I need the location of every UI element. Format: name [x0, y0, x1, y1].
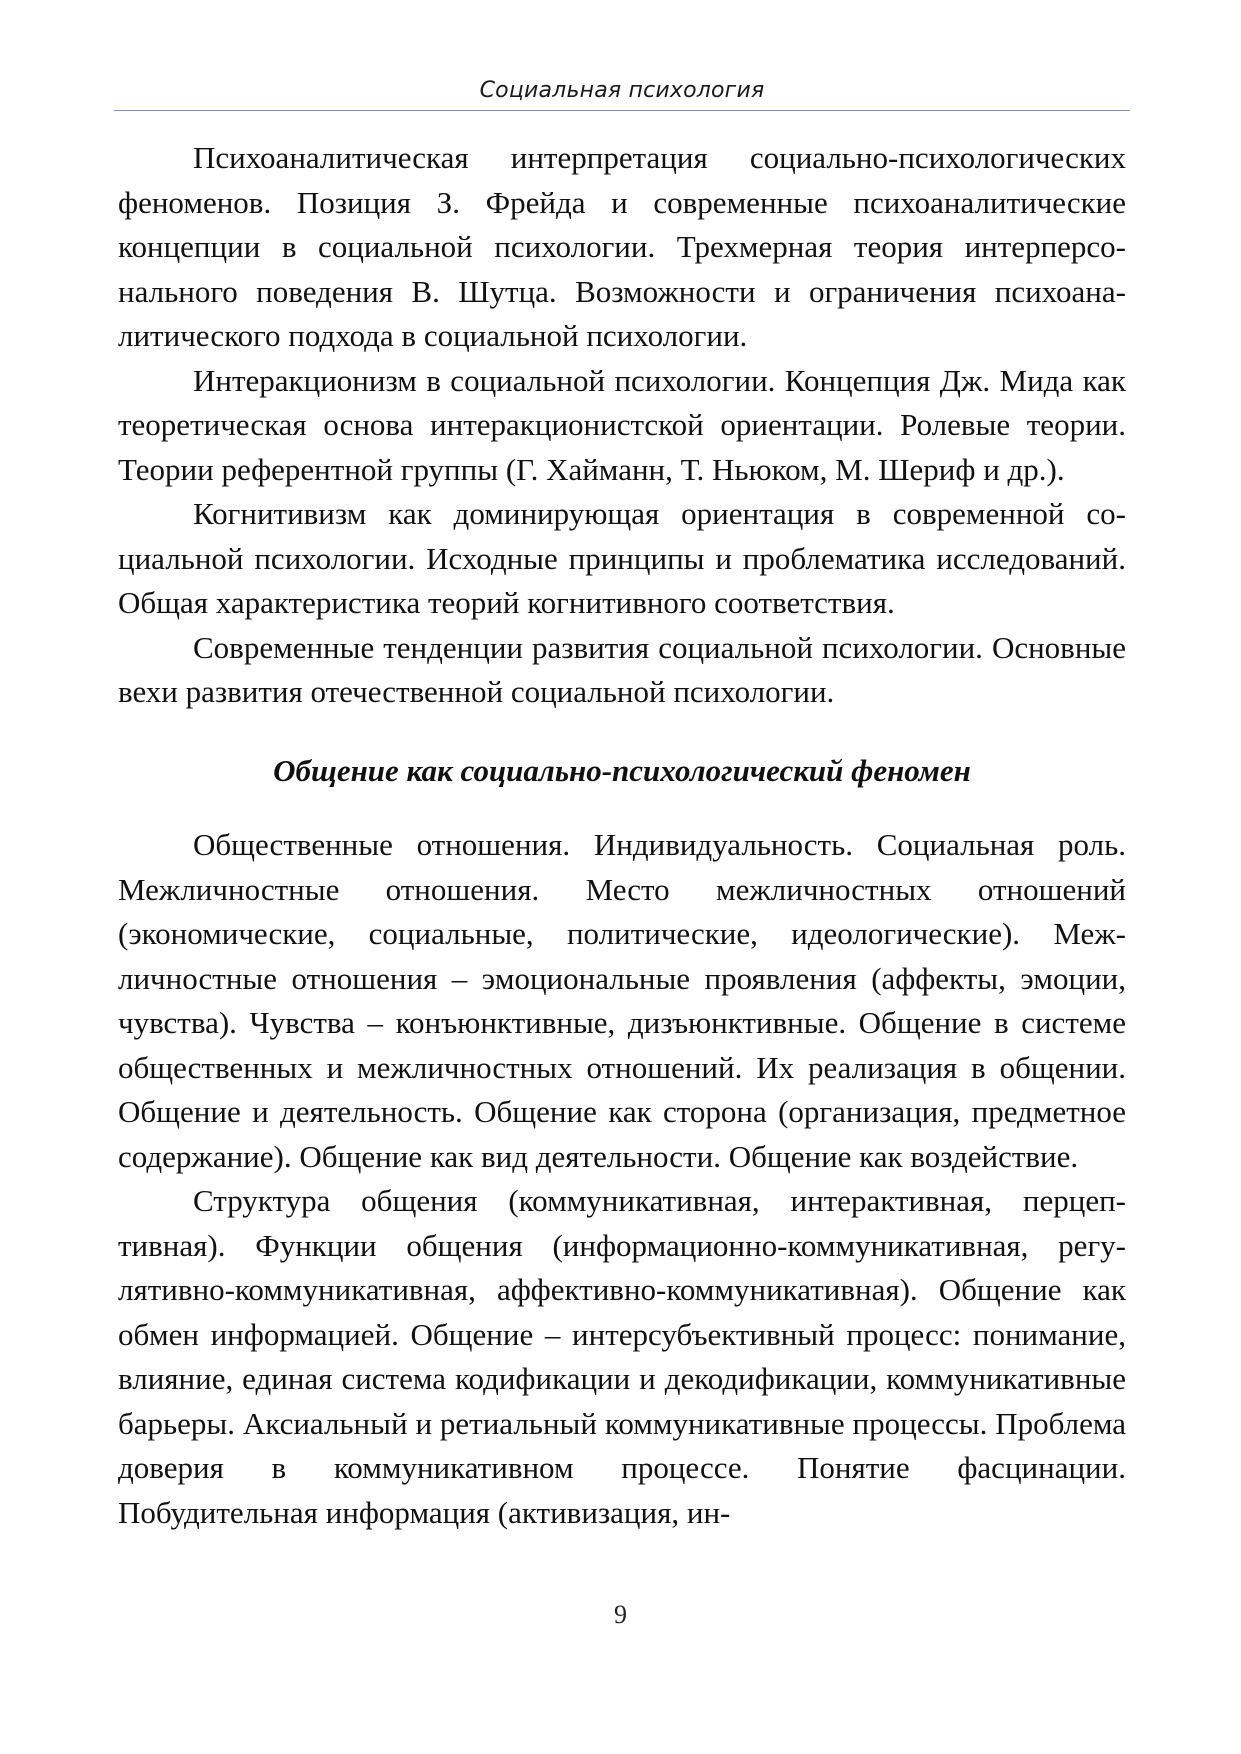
page-number: 9: [614, 1600, 627, 1629]
body-text: [118, 136, 1126, 1535]
header-divider: [114, 110, 1130, 111]
section-heading: Общение как социально-психологический феномен: [273, 752, 971, 788]
running-header-title: Социальная психология: [479, 78, 765, 103]
paragraph: Когнитивизм как доминирующая ориентация в современной социальной психологии. Исходные принципы и проблематика исследований. Общая характеристика теорий когнитивного соответствия.: [118, 496, 1126, 620]
paragraph: Общественные отношения. Индивидуальность. Социальная роль. Межличностные отношения. Место межличностных отношений (экономические, социальные, политические, идеологические). Межличностные отношения – эмоциональные проявления (аффекты, эмоции, чувства). Чувства – конъюнктивные, дизъюнктивные. Общение в системе общественных и межличностных отношений. Их реализация в общении. Общение и деятельность. Общение как сторона (организация, предметное содержание). Общение как вид деятельности. Общение как воздействие.: [118, 827, 1126, 1174]
paragraph: Психоаналитическая интерпретация социально-психологических феноменов. Позиция З. Фрейда и современные психоаналитические концепции в социальной психологии. Трехмерная теория интерперсонального поведения В. Шутца. Возможности и ограничения психоаналитического подхода в социальной психологии.: [118, 140, 1126, 353]
paragraph: Структура общения (коммуникативная, интерактивная, перцептивная). Функции общения (информационно-коммуникативная, регулятивно-коммуникативная, аффективно-коммуникативная). Общение как обмен информацией. Общение – интерсубъективный процесс: понимание, влияние, единая система кодификации и декодификации, коммуникативные барьеры. Аксиальный и ретиальный коммуникативные процессы. Проблема доверия в коммуникативном процессе. Понятие фасцинации. Побудительная информация (активизация, ин-: [118, 1183, 1126, 1530]
paragraph: Современные тенденции развития социальной психологии. Основные вехи развития отечественной социальной психологии.: [118, 629, 1126, 709]
paragraph: Интеракционизм в социальной психологии. Концепция Дж. Мида как теоретическая основа интеракционистской ориентации. Ролевые теории. Теории референтной группы (Г. Хайманн, Т. Ньюком, М. Шериф и др.).: [118, 362, 1126, 487]
